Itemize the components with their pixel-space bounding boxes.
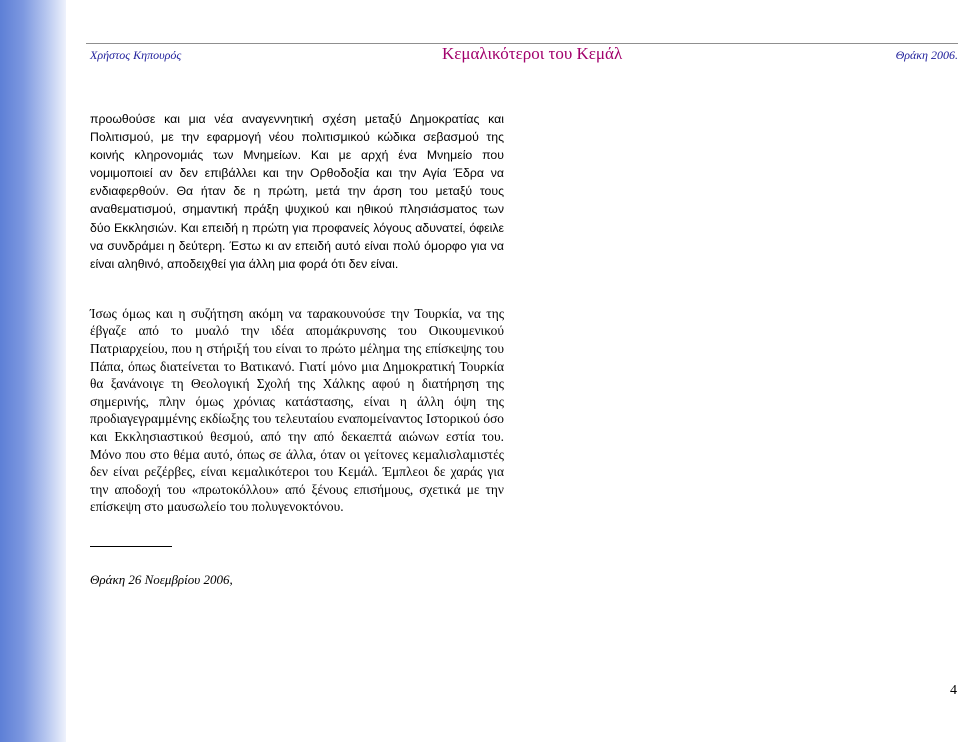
header-title: Κεμαλικότεροι του Κεμάλ (442, 44, 623, 63)
paragraph-1: προωθούσε και μια νέα αναγεννητική σχέση μεταξύ Δημοκρατίας και Πολιτισμού, με την εφαρμογή νέου πολιτισμικού κώδικα σεβασμού της κοινής κληρονομιάς των Μνημείων. Και με αρχή ένα Μνημείο που νομιμοποιεί αν δεν επιβάλλει και την Ορθοδοξία και την Αγία Έδρα να ενδιαφερθούν. Θα ήταν δε η πρώτη, μετά την άρση του μεταξύ τους αναθεματισμού, σημαντική πράξη ψυχικού και ηθικού πλησιάσματος των δύο Εκκλησιών. Και επειδή η πρώτη για προφανείς λόγους αδυνατεί, όφειλε να συνδράμει η δεύτερη. Έστω κι αν επειδή αυτό είναι πολύ όμορφο για να είναι αληθινό, αποδειχθεί για άλλη μια φορά ότι δεν είναι. (90, 112, 504, 271)
signature-line: Θράκη 26 Νοεμβρίου 2006, (90, 571, 233, 587)
page-header (86, 42, 958, 70)
page-number: 4 (950, 683, 957, 698)
paragraph-2: Ίσως όμως και η συζήτηση ακόμη να ταρακουνούσε την Τουρκία, να της έβγαζε από το μυαλό την ιδέα απομάκρυνσης του Οικουμενικού Πατριαρχείου, που η στήριξή του είναι το πρώτο μέλημα της επίσκεψης του Πάπα, όπως διατείνεται το Βατικανό. Γιατί μόνο μια Δημοκρατική Τουρκία θα ξανάνοιγε τη Θεολογική Σχολή της Χάλκης αφού η διατήρηση της σημερινής, πλην όμως χρόνιας κατάστασης, είναι η άλλη όψη της προδιαγεγραμμένης εκδίωξης του τελευταίου εναπομείναντος Ιστορικού όσο και Εκκλησιαστικού θεσμού, από την από δεκαεπτά αιώνων εστία του. Μόνο που στο θέμα αυτό, όπως σε άλλα, όταν οι γείτονες κεμαλισλαμιστές δεν είναι ρεζέρβες, είναι κεμαλικότεροι του Κεμάλ. Έμπλεοι δε χαράς για την αποδοχή του «πρωτοκόλλου» από ξένους επισήμους, σχετικά με την επίσκεψη στο μαυσωλείο του πολυγενοκτόνου. (90, 305, 504, 515)
document-body (90, 110, 504, 589)
signature-separator (90, 546, 172, 547)
header-author: Χρήστος Κηπουρός (90, 48, 182, 62)
header-place-date: Θράκη 2006. (895, 48, 958, 62)
decorative-sidebar-gradient (0, 0, 66, 742)
